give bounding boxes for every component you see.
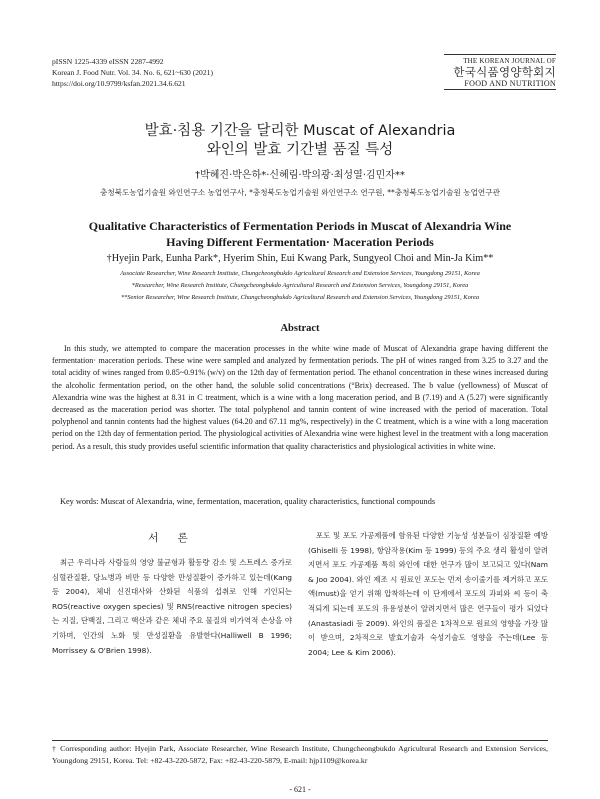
journal-name-line1: THE KOREAN JOURNAL OF	[444, 54, 556, 65]
abstract-heading: Abstract	[280, 323, 320, 334]
title-korean-line2: 와인의 발효 기간별 품질 특성	[206, 142, 394, 158]
doi-link[interactable]: https://doi.org/10.9799/ksfan.2021.34.6.621	[52, 79, 186, 88]
section-title-introduction: 서 론	[148, 532, 196, 544]
title-english-line2: Having Different Fermentation· Maceration Periods	[166, 235, 434, 249]
corresponding-author-footnote: † Corresponding author: Hyejin Park, Associate Researcher, Wine Research Institute, Chungcheongbukdo Agricultural Research and Extension Services, Youngdong 29151, Korea. Tel: +82-43-220-5872, Fax: +82-43-220-5879, E-mail: hjp1109@korea.kr	[52, 744, 548, 765]
journal-meta	[52, 56, 213, 89]
affiliation-english-3: **Senior Researcher, Wine Research Institute, Chungcheongbukdo Agricultural Research and Extension Services, Youngdong 29151, Korea	[120, 294, 480, 301]
journal-name-korean: 한국식품영양학회지	[453, 65, 556, 79]
title-english-line1: Qualitative Characteristics of Fermentation Periods in Muscat of Alexandria Wine	[88, 219, 512, 233]
journal-logo	[444, 54, 556, 90]
affiliations-english	[0, 268, 600, 304]
journal-name-line3: FOOD AND NUTRITION	[444, 79, 556, 90]
citation: Korean J. Food Nutr. Vol. 34. No. 6, 621~630 (2021)	[52, 68, 213, 77]
authors-english: †Hyejin Park, Eunha Park*, Hyerim Shin, Eui Kwang Park, Sungyeol Choi and Min-Ja Kim**	[106, 253, 494, 264]
intro-left-column: 최근 우리나라 사람들의 영양 불균형과 활동량 감소 및 스트레스 증가로 심혈관질환, 당뇨병과 비만 등 다양한 만성질환이 증가하고 있는데(Kang 등 2004), 체내 신진대사와 산화된 식품의 섭취로 인해 기인되는 ROS(reactive oxygen species) 및 RNS(reactive nitrogen species)는 지질, 단백질, 그리고 핵산과 같은 체내 주요 물질의 비가역적 손상을 야기하며, 인간의 노화 및 만성질환을 유발한다(Halliwell B 1996; Morrissey & O'Brien 1998).	[52, 558, 292, 655]
intro-right-column: 포도 및 포도 가공제품에 함유된 다양한 기능성 성분들이 심장질환 예방(Ghiselli 등 1998), 항암작용(Kim 등 1999) 등의 주요 생리 활성이 알려지면서 포도 가공제품 특히 와인에 대한 연구가 많이 보고되고 있다(Nam & Joo 2004). 와인 제조 시 원료인 포도는 먼저 송이줄기를 제거하고 포도액(must)을 얻기 위해 압착하는데 이 단계에서 포도의 과피와 씨 등이 축적되게 되는데 포도의 유용성분이 알려지면서 많은 연구들이 평가 되었다(Anastasiadi 등 2009). 와인의 품질은 1차적으로 원료의 영향을 가장 많이 받으며, 2차적으로 발효기술과 숙성기술도 영향을 주는데(Lee 등 2004; Lee & Kim 2006).	[308, 531, 548, 657]
affiliation-english-1: Associate Researcher, Wine Research Institute, Chungcheongbukdo Agricultural Research and Extension Services, Youngdong 29151, Korea	[120, 270, 480, 277]
keywords: Key words: Muscat of Alexandria, wine, fermentation, maceration, quality characteristics, functional compounds	[60, 497, 436, 506]
abstract-body: In this study, we attempted to compare the maceration processes in the white wine made of Muscat of Alexandria grape having different the fermentation· maceration periods. These wine were sampled and analyzed by fermentation periods. The pH of wines ranged from 3.25 to 3.27 and the total acidity of wines ranged from 0.85~0.91% (w/v) on the 12th day of fermentation period. The ethanol concentration in these wines increased during the alcoholic fermentation period, on the other hand, the soluble solid concentrations (°Brix) decreased. The b value (yellowness) of Muscat of Alexandria wine was the highest at 8.31 in C treatment, which is a wine with a long maceration period, and B (7.19) and A (5.27) were significantly decreased as the maceration period was shorter. The total polyphenol and tannin content of wine increased with the period of maceration. Total polyphenol and tannin contents had the highest values (64.20 and 67.11 mg%, respectively) in the C treatment, which is a wine with a long maceration period on the 12th day of fermentation period. The physiological activities of Alexandria wine were highest level in the treatment with a long maceration period. As a result, this study provides useful scientific information that quality characteristics and physiological activities in white wine.	[52, 344, 548, 451]
title-korean-line1: 발효·침용 기간을 달리한 Muscat of Alexandria	[144, 123, 456, 139]
footnote-divider	[52, 740, 548, 741]
issn: pISSN 1225-4339 eISSN 2287-4992	[52, 57, 164, 66]
affiliation-korean: 충청북도농업기술원 와인연구소 농업연구사, *충청북도농업기술원 와인연구소 연구원, **충청북도농업기술원 농업연구관	[100, 188, 500, 197]
authors-korean: †박혜진·박은하*·신혜림·박의광·최성열·김민자**	[195, 170, 405, 181]
title-english	[0, 218, 600, 250]
affiliation-english-2: *Researcher, Wine Research Institute, Chungcheongbukdo Agricultural Research and Extension Services, Youngdong 29151, Korea	[131, 282, 469, 289]
page-number: - 621 -	[289, 785, 311, 794]
title-korean	[0, 122, 600, 160]
